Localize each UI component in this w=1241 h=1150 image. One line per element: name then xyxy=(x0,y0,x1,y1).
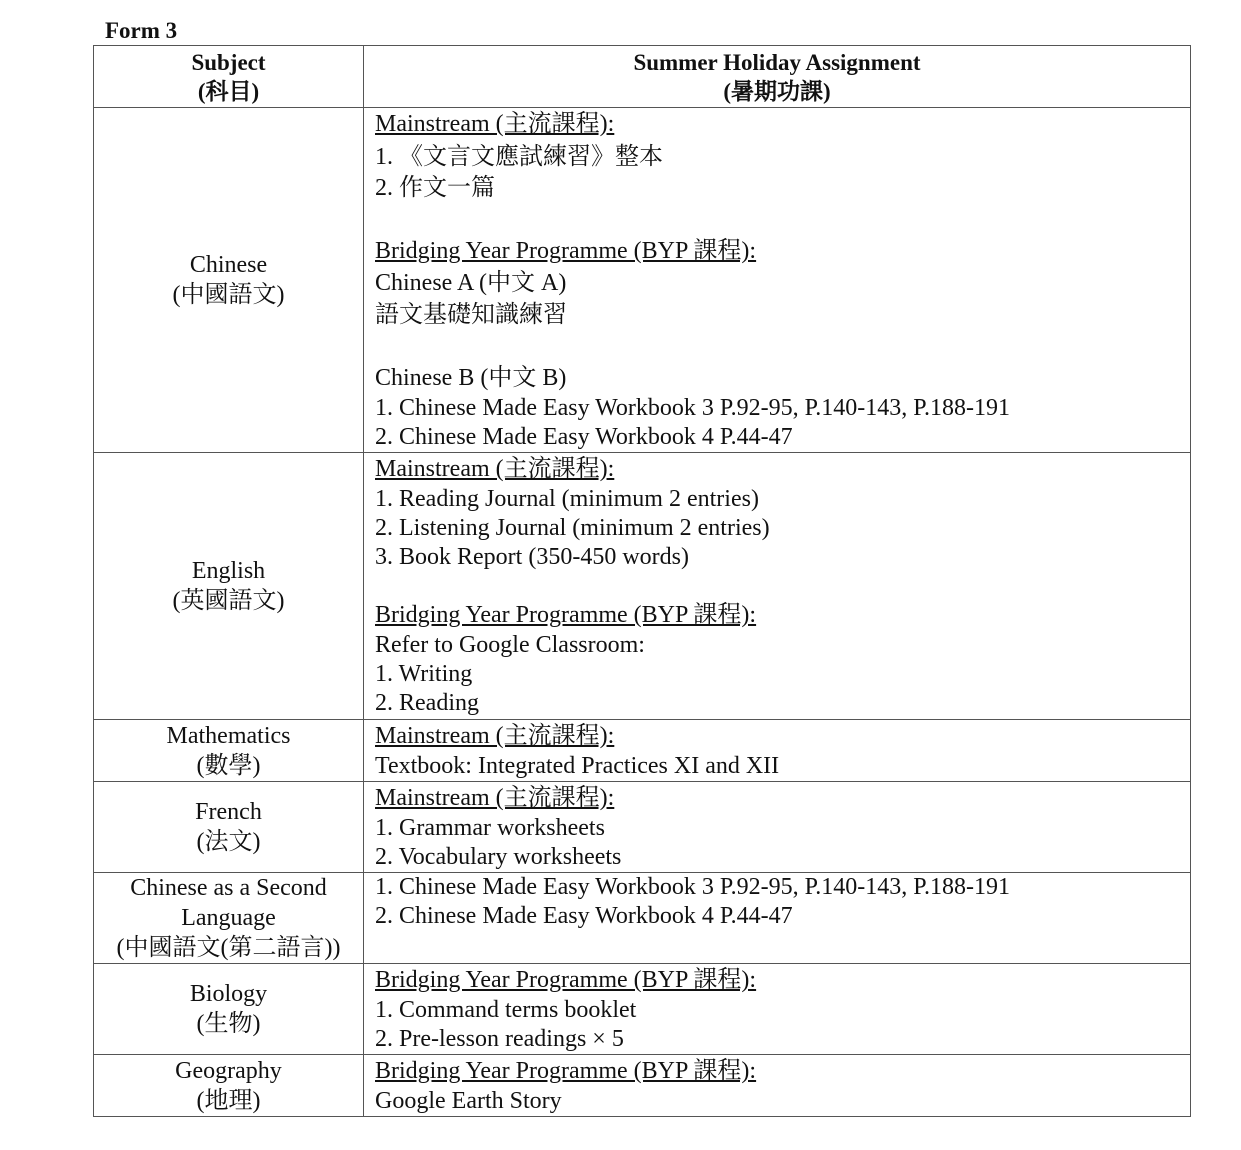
list-item: 2. Reading xyxy=(375,690,479,716)
list-item: 1. Chinese Made Easy Workbook 3 P.92-95, P.140-143, P.188-191 xyxy=(375,395,1010,421)
subject-cell-chinese: Chinese (中國語文) xyxy=(94,108,364,453)
table-row xyxy=(94,964,1191,1055)
table-row xyxy=(94,1055,1191,1117)
table-row xyxy=(94,873,1191,964)
list-item: Chinese A (中文 A) xyxy=(375,270,567,296)
subject-header: Subject (科目) xyxy=(94,46,364,108)
subject-cell-geography: Geography (地理) xyxy=(94,1055,364,1117)
assignment-cell-english xyxy=(364,453,1191,720)
assignment-cell-mathematics xyxy=(364,720,1191,782)
subject-cell-english: English (英國語文) xyxy=(94,453,364,720)
section-heading: Bridging Year Programme (BYP 課程): xyxy=(375,967,757,993)
subject-cell-mathematics: Mathematics (數學) xyxy=(94,720,364,782)
list-item: 1. Command terms booklet xyxy=(375,997,637,1023)
assignment-header: Summer Holiday Assignment (暑期功課) xyxy=(364,46,1191,108)
assignment-cell-french xyxy=(364,782,1191,873)
list-item: 2. Vocabulary worksheets xyxy=(375,844,622,870)
assignment-table xyxy=(93,45,1191,1117)
form-title: Form 3 xyxy=(105,18,178,43)
table-row xyxy=(94,720,1191,782)
assignment-cell-csl xyxy=(364,873,1191,964)
section-heading: Mainstream (主流課程): xyxy=(375,785,615,811)
list-item: 2. Pre-lesson readings × 5 xyxy=(375,1026,624,1052)
list-item: 1. 《文言文應試練習》整本 xyxy=(375,144,663,170)
list-item: 3. Book Report (350-450 words) xyxy=(375,544,689,570)
subject-cell-french: French (法文) xyxy=(94,782,364,873)
assignment-cell-chinese xyxy=(364,108,1191,453)
subject-cell-biology: Biology (生物) xyxy=(94,964,364,1055)
list-item: 1. Reading Journal (minimum 2 entries) xyxy=(375,486,759,512)
list-item: 2. Listening Journal (minimum 2 entries) xyxy=(375,515,770,541)
list-item: 1. Grammar worksheets xyxy=(375,815,605,841)
list-item: 2. Chinese Made Easy Workbook 4 P.44-47 xyxy=(375,903,793,929)
assignment-cell-geography xyxy=(364,1055,1191,1117)
section-heading: Bridging Year Programme (BYP 課程): xyxy=(375,1058,757,1084)
list-item: 2. Chinese Made Easy Workbook 4 P.44-47 xyxy=(375,424,793,450)
list-item: Chinese B (中文 B) xyxy=(375,365,567,391)
subject-cell-csl: Chinese as a Second Language (中國語文(第二語言)) xyxy=(94,873,364,964)
list-item: 語文基礎知識練習 xyxy=(375,302,567,328)
list-item: Google Earth Story xyxy=(375,1088,562,1114)
table-row xyxy=(94,782,1191,873)
section-heading: Bridging Year Programme (BYP 課程): xyxy=(375,238,757,264)
section-heading: Mainstream (主流課程): xyxy=(375,456,615,482)
table-row xyxy=(94,453,1191,720)
section-heading: Mainstream (主流課程): xyxy=(375,111,615,137)
list-item: 2. 作文一篇 xyxy=(375,175,495,201)
section-heading: Mainstream (主流課程): xyxy=(375,723,615,749)
section-heading: Bridging Year Programme (BYP 課程): xyxy=(375,602,757,628)
list-item: Textbook: Integrated Practices XI and XII xyxy=(375,753,780,779)
list-item: 1. Writing xyxy=(375,661,473,687)
table-header-row xyxy=(94,46,1191,108)
table-row xyxy=(94,108,1191,453)
assignment-cell-biology xyxy=(364,964,1191,1055)
list-item: Refer to Google Classroom: xyxy=(375,632,645,658)
list-item: 1. Chinese Made Easy Workbook 3 P.92-95, P.140-143, P.188-191 xyxy=(375,874,1010,900)
